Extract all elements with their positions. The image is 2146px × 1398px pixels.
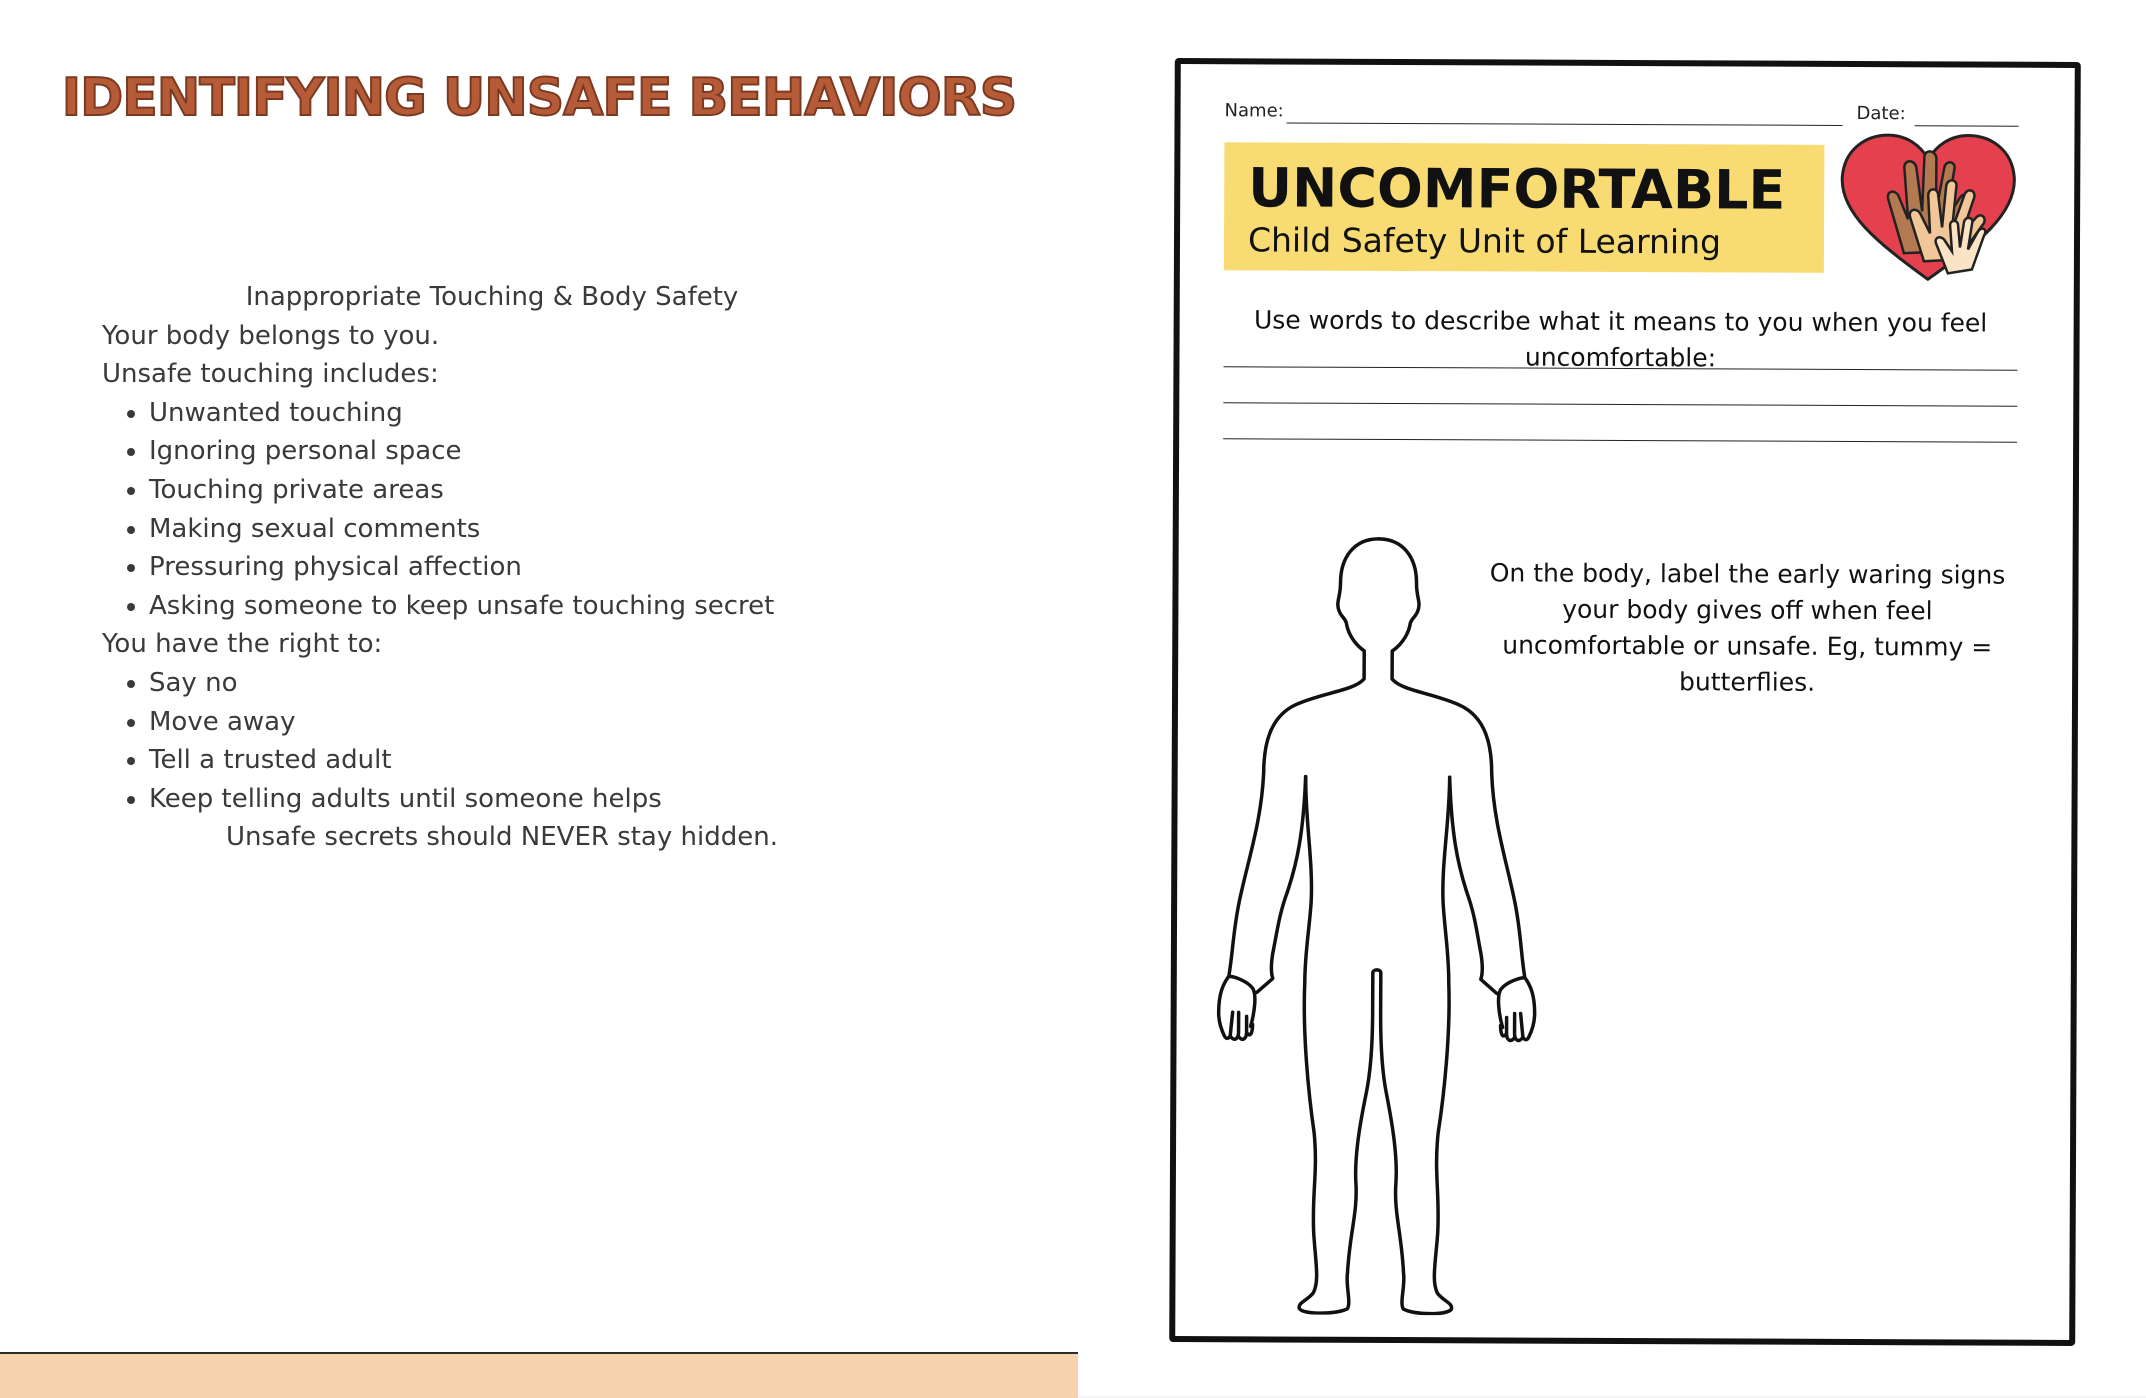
list-item: • Tell a trusted adult [149, 741, 1002, 780]
title-banner [1224, 142, 1825, 273]
human-body-outline-icon [1215, 532, 1538, 1315]
name-field[interactable] [1287, 123, 1843, 126]
heart-with-hands-icon [1838, 133, 2019, 284]
body-line-2: Unsafe touching includes: [102, 359, 439, 390]
list-item: • Asking someone to keep unsafe touching secret [149, 587, 1002, 626]
prompt-describe: Use words to describe what it means to you when you feel uncomfortable: [1253, 305, 1988, 373]
closing-line: Unsafe secrets should NEVER stay hidden. [226, 822, 778, 853]
list-item: • Say no [149, 664, 1002, 703]
list-item: • Unwanted touching [149, 394, 1002, 433]
name-label: Name: [1224, 100, 1284, 122]
writing-line-3[interactable] [1223, 438, 2017, 442]
unsafe-touching-list [102, 394, 1002, 626]
date-field[interactable] [1915, 125, 2019, 126]
bottom-band [0, 1352, 1078, 1398]
list-item: • Keep telling adults until someone helps [149, 780, 1002, 819]
left-content [102, 278, 1002, 857]
worksheet-frame [1169, 58, 2081, 1346]
page-title: IDENTIFYING UNSAFE BEHAVIORS [61, 68, 1017, 128]
list-item: • Ignoring personal space [149, 432, 1002, 471]
body-line-3: You have the right to: [102, 629, 383, 660]
list-item: • Pressuring physical affection [149, 548, 1002, 587]
date-label: Date: [1856, 103, 1906, 125]
section-subtitle: Inappropriate Touching & Body Safety [245, 282, 739, 312]
writing-line-2[interactable] [1223, 402, 2017, 406]
name-date-row [1225, 100, 2019, 129]
body-line-1: Your body belongs to you. [102, 320, 440, 351]
rights-list [102, 664, 1002, 818]
list-item: • Move away [149, 703, 1002, 742]
prompt-label-body: On the body, label the early waring signs your body gives off when feel uncomfortable or unsafe. Eg, tummy = butterflies. [1489, 558, 2006, 697]
list-item: • Making sexual comments [149, 510, 1002, 549]
worksheet-title: UNCOMFORTABLE [1248, 156, 1786, 222]
list-item: • Touching private areas [149, 471, 1002, 510]
worksheet-subtitle: Child Safety Unit of Learning [1247, 220, 1722, 262]
